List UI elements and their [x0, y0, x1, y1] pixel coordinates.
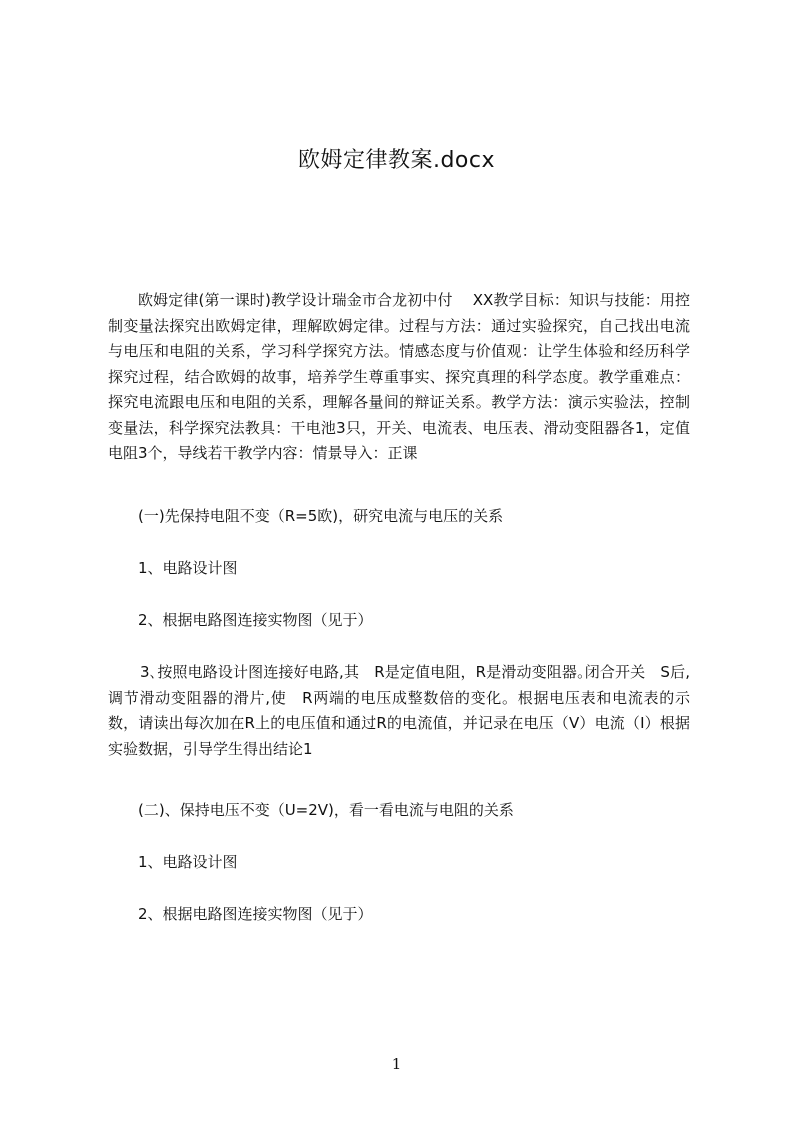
section2-step1: 1、电路设计图	[138, 853, 238, 871]
section2-heading: (二)、保持电压不变（U=2V)，看一看电流与电阻的关系	[138, 801, 514, 819]
document-title: 欧姆定律教案.docx	[297, 148, 496, 173]
section2-step2: 2、根据电路图连接实物图（见于）	[138, 905, 373, 923]
section1-heading: (一)先保持电阻不变（R=5欧)，研究电流与电压的关系	[138, 507, 504, 525]
page-number: 1	[391, 1055, 402, 1073]
section1-step2: 2、根据电路图连接实物图（见于）	[138, 611, 373, 629]
section1-step1: 1、电路设计图	[138, 559, 238, 577]
section1-step3: 3､按照电路设计图连接好电路,其 R是定值电阻，R是滑动变阻器｡闭合开关 S后,调节滑动变阻器的滑片,使 R两端的电压成整数倍的变化。根据电压表和电流表的示数，请读出每次加在R上的电压值和通过R的电流值，并记录在电压（V）电流（I）根据实验数据，引导学生得出结论1	[108, 663, 690, 758]
intro-paragraph: 欧姆定律(第一课时)教学设计瑞金市合龙初中付 XX教学目标：知识与技能：用控制变量法探究出欧姆定律，理解欧姆定律。过程与方法：通过实验探究，自己找出电流与电压和电阻的关系，学习科学探究方法。情感态度与价值观：让学生体验和经历科学探究过程，结合欧姆的故事，培养学生尊重事实、探究真理的科学态度。教学重难点：探究电流跟电压和电阻的关系，理解各量间的辩证关系。教学方法：演示实验法，控制变量法，科学探究法教具：干电池3只，开关、电流表、电压表、滑动变阻器各1，定值电阻3个，导线若干教学内容：情景导入：正课	[108, 291, 690, 462]
